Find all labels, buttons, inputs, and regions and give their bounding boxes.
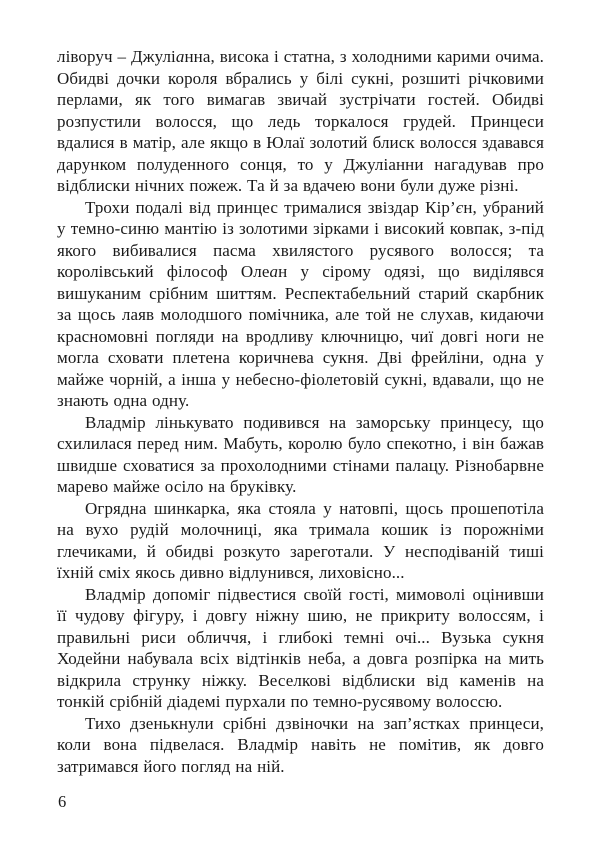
page-number: 6 [58,792,67,811]
paragraph: Огрядна шинкарка, яка стояла у натовпі, щось прошепотіла на вухо рудій молочниці, яка тримала кошик із порожніми глечиками, й обидві розкуто зареготали. У несподіваній тиші їхній сміх якось дивно відлунився, лиховісно... [57,498,544,582]
text-block [57,46,544,777]
paragraph: Трохи подалі від принцес трималися звіздар Кір’єн, убраний у темно-синю мантію із золотими зірками і високий ковпак, з-під якого вибивалися пасма хвилястого русявого волосся; та королівський філософ Олеан у сірому одязі, що виділявся вишуканим срібним шиттям. Респектабельний старий скарбник за щось лаяв молодшого помічника, але той не слухав, кидаючи красномовні погляди на вродливу ключницю, чиї довгі ноги не могла сховати плетена коричнева сукня. Дві фрейліни, одна у майже чорній, а інша у небесно-фіолетовій сукні, вдавали, що не знають одна одну. [57,197,544,410]
paragraph: Тихо дзенькнули срібні дзвіночки на зап’ястках принцеси, коли вона підвелася. Владмір навіть не помітив, як довго затримався його погляд на ній. [57,713,544,776]
paragraph: Владмір допоміг підвестися своїй гості, мимоволі оцінивши її чудову фігуру, і довгу ніжну шию, не прикриту волоссям, і правильні риси обличчя, і глибокі темні очі... Вузька сукня Ходейни набувала всіх відтінків неба, а довга розпірка на мить відкрила струнку ніжку. Веселкові відблиски від каменів на тонкій срібній діадемі пурхали по темно-русявому волоссю. [57,584,544,711]
paragraph: Владмір лінькувато подивився на заморську принцесу, що схилилася перед ним. Мабуть, королю було спекотно, і він бажав швидше сховатися за прохолодними стінами палацу. Різнобарвне марево майже осіло на бруківку. [57,412,544,496]
paragraph: ліворуч – Джуліанна, висока і статна, з холодними карими очима. Обидві дочки короля вбрались у білі сукні, розшиті річковими перлами, як того вимагав звичай зустрічати гостей. Обидві розпустили волосся, що ледь торкалося грудей. Принцеси вдалися в матір, але якщо в Юлаї золотий блиск волосся здавався дарунком полуденного сонця, то у Джуліанни нагадував про відблиски нічних пожеж. Та й за вдачею вони були дуже різні. [57,47,544,195]
